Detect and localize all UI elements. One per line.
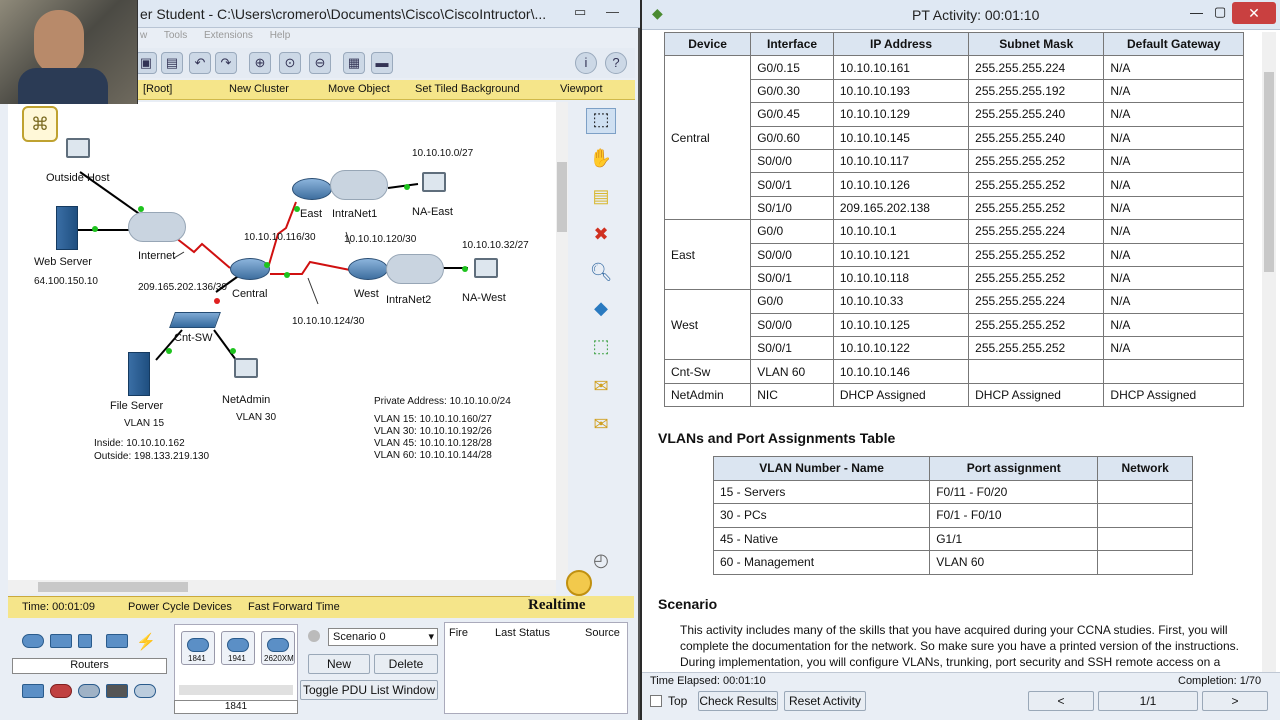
- table-cell: S0/0/1: [751, 173, 834, 196]
- device-category-row: [20, 632, 170, 652]
- model-1941[interactable]: 1941: [221, 631, 255, 665]
- custom-device-icon[interactable]: ▬: [371, 52, 393, 74]
- vlan15-note: VLAN 15: 10.10.10.160/27: [374, 414, 492, 425]
- table-cell: N/A: [1104, 290, 1244, 313]
- link-down-icon: [214, 298, 220, 304]
- device-cell: NetAdmin: [665, 383, 751, 406]
- intranet2-label: IntraNet2: [386, 294, 432, 306]
- activity-title: PT Activity: 00:01:10: [912, 7, 1040, 23]
- web-server-label: Web Server: [34, 256, 92, 268]
- table-cell: G1/1: [930, 527, 1098, 551]
- undo-icon[interactable]: ↶: [189, 52, 211, 74]
- table-cell: [969, 360, 1104, 383]
- na-west-pc-icon[interactable]: [474, 258, 498, 278]
- presenter-body: [18, 68, 108, 104]
- table-row: [665, 173, 1244, 196]
- resize-shape-tool-icon[interactable]: ⬚: [592, 336, 610, 356]
- table-cell: N/A: [1104, 220, 1244, 243]
- close-button[interactable]: [1232, 2, 1276, 24]
- table-cell: 15 - Servers: [714, 480, 930, 504]
- redo-icon[interactable]: ↷: [215, 52, 237, 74]
- table-cell: VLAN 60: [930, 551, 1098, 575]
- table-cell: N/A: [1104, 173, 1244, 196]
- zoom-out-icon[interactable]: ⊖: [309, 52, 331, 74]
- link-status-icon: [166, 348, 172, 354]
- table-cell: 255.255.255.224: [969, 290, 1104, 313]
- nat-outside-label: Outside: 198.133.219.130: [94, 451, 210, 462]
- device-panel: [8, 620, 634, 716]
- link-status-icon: [462, 266, 468, 272]
- table-cell: S0/1/0: [751, 196, 834, 219]
- scenario-select[interactable]: [328, 628, 438, 646]
- device-cell: Central: [665, 56, 751, 220]
- addressing-column-header: IP Address: [833, 33, 968, 56]
- intranet1-label: IntraNet1: [332, 208, 378, 220]
- west-router-icon[interactable]: [348, 258, 388, 280]
- table-cell: 255.255.255.192: [969, 79, 1104, 102]
- na-east-pc-icon[interactable]: [422, 172, 446, 192]
- table-cell: 255.255.255.252: [969, 313, 1104, 336]
- scenario-indicator-icon: [308, 630, 320, 642]
- top-label: Top: [668, 694, 688, 708]
- note-tool-icon[interactable]: ▤: [592, 186, 610, 206]
- table-cell: 255.255.255.252: [969, 337, 1104, 360]
- table-cell: F0/11 - F0/20: [930, 480, 1098, 504]
- internet-label: Internet: [138, 250, 176, 262]
- table-row: [665, 103, 1244, 126]
- table-cell: DHCP Assigned: [833, 383, 968, 406]
- table-cell: 10.10.10.125: [833, 313, 968, 336]
- addressing-column-header: Subnet Mask: [969, 33, 1104, 56]
- save-icon[interactable]: ▣: [135, 52, 157, 74]
- table-cell: G0/0.15: [751, 56, 834, 79]
- table-cell: N/A: [1104, 126, 1244, 149]
- table-cell: G0/0: [751, 290, 834, 313]
- vlan-column-header: VLAN Number - Name: [714, 457, 930, 481]
- window-title: er Student - C:\Users\cromero\Documents\Cisco\CiscoIntructor\...: [140, 6, 547, 22]
- activity-title-bar: [642, 0, 1280, 30]
- minimize-icon[interactable]: —: [1190, 5, 1203, 20]
- last-status-column-header: Last Status: [495, 627, 551, 639]
- west-label: West: [354, 288, 379, 300]
- table-row: [665, 79, 1244, 102]
- table-cell: 255.255.255.252: [969, 243, 1104, 266]
- security-category-icon[interactable]: [50, 684, 72, 698]
- source-column-header: Source: [585, 627, 620, 639]
- horizontal-scrollbar[interactable]: [8, 580, 556, 594]
- table-row: [665, 337, 1244, 360]
- instructions-panel: [650, 32, 1262, 672]
- table-cell: [1098, 527, 1193, 551]
- table-cell: 10.10.10.161: [833, 56, 968, 79]
- table-row: [714, 480, 1193, 504]
- web-server-ip: 64.100.150.10: [34, 276, 98, 287]
- print-icon[interactable]: ▤: [161, 52, 183, 74]
- toggle-pdu-list-button[interactable]: Toggle PDU List Window: [300, 680, 438, 700]
- netadmin-vlan: VLAN 30: [236, 412, 277, 423]
- time-elapsed: Time Elapsed: 00:01:10: [650, 675, 766, 687]
- pdu-list: [444, 622, 628, 714]
- menu-view[interactable]: w: [140, 30, 148, 41]
- table-cell: 255.255.255.252: [969, 196, 1104, 219]
- na-east-label: NA-East: [412, 206, 453, 218]
- draw-shape-tool-icon[interactable]: ◆: [594, 298, 608, 318]
- simulation-clock-icon[interactable]: ◴: [593, 550, 609, 570]
- vertical-scrollbar[interactable]: [556, 102, 568, 580]
- wan-emulation-category-icon[interactable]: [78, 684, 100, 698]
- addressing-table: [664, 32, 1244, 407]
- complex-pdu-icon[interactable]: ✉: [593, 414, 609, 434]
- delete-tool-icon[interactable]: ✖: [593, 224, 609, 244]
- table-row: [665, 313, 1244, 336]
- table-cell: N/A: [1104, 79, 1244, 102]
- menu-tools[interactable]: Tools: [163, 30, 188, 41]
- table-cell: [1098, 480, 1193, 504]
- scenario-text: This activity includes many of the skills that you have acquired during your CCNA studies. First, you will complete the documentation for the network. So make sure you have a printed version of the instructions. During implementation, you will configure VLANs, trunking, port security and SSH remote access on a: [680, 623, 1239, 669]
- file-server-vlan: VLAN 15: [124, 418, 165, 429]
- table-cell: G0/0: [751, 220, 834, 243]
- move-object-button[interactable]: Move Object: [328, 83, 390, 95]
- new-scenario-button[interactable]: New: [308, 654, 370, 674]
- table-cell: 255.255.255.252: [969, 173, 1104, 196]
- fire-column-header: Fire: [449, 627, 468, 639]
- link-status-icon: [294, 206, 300, 212]
- select-tool-icon[interactable]: ⬚: [586, 108, 616, 134]
- switches-category-icon[interactable]: [50, 634, 72, 648]
- na-east-network: 10.10.10.0/27: [412, 148, 474, 159]
- vlan-table-header: [714, 457, 1193, 481]
- table-cell: DHCP Assigned: [969, 383, 1104, 406]
- table-cell: S0/0/1: [751, 266, 834, 289]
- activity-footer: [642, 672, 1280, 720]
- table-row: [665, 290, 1244, 313]
- vlan30-note: VLAN 30: 10.10.10.192/26: [374, 426, 492, 437]
- na-west-network: 10.10.10.32/27: [462, 240, 529, 251]
- cnt-sw-label: Cnt-SW: [174, 332, 213, 344]
- table-cell: 10.10.10.118: [833, 266, 968, 289]
- web-server-icon[interactable]: [56, 206, 78, 250]
- table-cell: 10.10.10.1: [833, 220, 968, 243]
- root-button[interactable]: [Root]: [143, 83, 173, 95]
- reset-activity-button[interactable]: Reset Activity: [784, 691, 866, 711]
- table-cell: S0/0/0: [751, 149, 834, 172]
- minimize-icon[interactable]: ▭: [574, 4, 587, 19]
- table-cell: [1104, 360, 1244, 383]
- table-cell: 10.10.10.145: [833, 126, 968, 149]
- webcam-overlay: [0, 0, 138, 104]
- menu-extensions[interactable]: Extensions: [203, 30, 253, 41]
- hand-tool-icon[interactable]: ✋: [589, 148, 613, 168]
- table-cell: G0/0.45: [751, 103, 834, 126]
- realtime-clock-icon[interactable]: [566, 570, 592, 596]
- model-scrollbar[interactable]: [179, 685, 293, 695]
- time-display: Time: 00:01:09: [22, 601, 95, 613]
- scenario-value: Scenario 0: [333, 631, 386, 643]
- cluster-icon[interactable]: ⌘: [22, 106, 58, 142]
- close-icon: ✕: [1248, 5, 1260, 21]
- table-cell: N/A: [1104, 149, 1244, 172]
- addressing-column-header: Device: [665, 33, 751, 56]
- top-checkbox[interactable]: [650, 695, 662, 707]
- table-cell: 60 - Management: [714, 551, 930, 575]
- intranet1-cloud-icon[interactable]: [330, 170, 388, 200]
- table-cell: G0/0.30: [751, 79, 834, 102]
- table-cell: N/A: [1104, 313, 1244, 336]
- previous-page-button[interactable]: <: [1028, 691, 1094, 711]
- table-cell: 255.255.255.252: [969, 149, 1104, 172]
- table-row: [665, 126, 1244, 149]
- table-row: [665, 360, 1244, 383]
- selected-model-label: 1841: [174, 700, 298, 714]
- link-west-label: 10.10.10.124/30: [292, 316, 365, 327]
- viewport-button[interactable]: Viewport: [560, 83, 603, 95]
- table-cell: 10.10.10.126: [833, 173, 968, 196]
- table-cell: 10.10.10.193: [833, 79, 968, 102]
- table-row: [665, 220, 1244, 243]
- link-status-icon: [284, 272, 290, 278]
- device-cell: East: [665, 220, 751, 290]
- table-cell: VLAN 60: [751, 360, 834, 383]
- vlan-table: [713, 456, 1193, 575]
- link-status-icon: [264, 262, 270, 268]
- table-row: [665, 383, 1244, 406]
- connections-category-icon[interactable]: ⚡: [136, 634, 156, 651]
- device-cell: West: [665, 290, 751, 360]
- zoom-reset-icon[interactable]: ⊙: [279, 52, 301, 74]
- table-cell: N/A: [1104, 103, 1244, 126]
- restore-icon[interactable]: —: [606, 4, 619, 19]
- table-row: [714, 527, 1193, 551]
- table-cell: 45 - Native: [714, 527, 930, 551]
- menu-help[interactable]: Help: [269, 30, 291, 41]
- packet-tracer-logo-icon: ◆: [652, 5, 663, 21]
- link-status-icon: [230, 348, 236, 354]
- na-west-label: NA-West: [462, 292, 506, 304]
- link-east-west-label: 10.10.10.120/30: [344, 234, 417, 245]
- completion: Completion: 1/70: [1178, 675, 1262, 687]
- model-1841[interactable]: 1841: [181, 631, 215, 665]
- table-cell: N/A: [1104, 337, 1244, 360]
- device-cell: Cnt-Sw: [665, 360, 751, 383]
- link-east-label: 10.10.10.116/30: [244, 232, 316, 243]
- table-cell: S0/0/1: [751, 337, 834, 360]
- workspace-bar: [135, 80, 635, 100]
- model-list: [174, 624, 298, 704]
- table-row: [665, 149, 1244, 172]
- table-cell: G0/0.60: [751, 126, 834, 149]
- internet-link-label: 209.165.202.136/30: [138, 282, 227, 293]
- intranet2-cloud-icon[interactable]: [386, 254, 444, 284]
- menu-bar: [140, 30, 304, 46]
- link-status-icon: [138, 206, 144, 212]
- table-row: [665, 56, 1244, 79]
- table-cell: S0/0/0: [751, 313, 834, 336]
- private-address-label: Private Address: 10.10.10.0/24: [374, 396, 511, 407]
- table-row: [665, 266, 1244, 289]
- model-2620xm[interactable]: 2620XM: [261, 631, 295, 665]
- check-results-button[interactable]: Check Results: [698, 691, 778, 711]
- table-cell: N/A: [1104, 243, 1244, 266]
- table-row: [665, 243, 1244, 266]
- chevron-down-icon: ▾: [428, 631, 434, 643]
- device-category-row-2: [20, 682, 170, 702]
- table-cell: 255.255.255.252: [969, 266, 1104, 289]
- hubs-category-icon[interactable]: [78, 634, 92, 648]
- addressing-column-header: Interface: [751, 33, 834, 56]
- next-page-button[interactable]: >: [1202, 691, 1268, 711]
- multiuser-category-icon[interactable]: [134, 684, 156, 698]
- central-router-icon[interactable]: [230, 258, 270, 280]
- table-cell: 10.10.10.129: [833, 103, 968, 126]
- netadmin-label: NetAdmin: [222, 394, 271, 406]
- table-cell: DHCP Assigned: [1104, 383, 1244, 406]
- outside-host-label: Outside Host: [46, 172, 110, 184]
- category-label: Routers: [12, 658, 167, 674]
- table-cell: 209.165.202.138: [833, 196, 968, 219]
- east-router-icon[interactable]: [292, 178, 332, 200]
- page-indicator: 1/1: [1098, 691, 1198, 711]
- table-row: [714, 551, 1193, 575]
- table-cell: S0/0/0: [751, 243, 834, 266]
- file-server-icon[interactable]: [128, 352, 150, 396]
- wireless-category-icon[interactable]: [106, 634, 128, 648]
- link-status-icon: [92, 226, 98, 232]
- table-cell: 255.255.255.224: [969, 56, 1104, 79]
- table-cell: N/A: [1104, 196, 1244, 219]
- common-tools-bar: [568, 102, 634, 572]
- table-cell: 10.10.10.33: [833, 290, 968, 313]
- info-icon[interactable]: i: [575, 52, 597, 74]
- table-cell: 255.255.255.224: [969, 220, 1104, 243]
- central-label: Central: [232, 288, 268, 300]
- table-cell: 10.10.10.121: [833, 243, 968, 266]
- set-tiled-background-button[interactable]: Set Tiled Background: [415, 83, 520, 95]
- vlan-column-header: Port assignment: [930, 457, 1098, 481]
- simple-pdu-icon[interactable]: ✉: [593, 376, 609, 396]
- end-devices-category-icon[interactable]: [22, 684, 44, 698]
- instructions-scrollbar[interactable]: [1262, 32, 1276, 672]
- table-cell: N/A: [1104, 266, 1244, 289]
- toolbar: [135, 48, 635, 78]
- vlan-column-header: Network: [1098, 457, 1193, 481]
- table-cell: 10.10.10.122: [833, 337, 968, 360]
- scenario-title: Scenario: [658, 596, 718, 612]
- routers-category-icon[interactable]: [22, 634, 44, 648]
- fast-forward-button[interactable]: Fast Forward Time: [248, 601, 340, 613]
- vlan-table-title: VLANs and Port Assignments Table: [658, 430, 896, 446]
- vlan60-note: VLAN 60: 10.10.10.144/28: [374, 450, 492, 461]
- help-icon[interactable]: ?: [605, 52, 627, 74]
- table-cell: NIC: [751, 383, 834, 406]
- table-cell: N/A: [1104, 56, 1244, 79]
- zoom-in-icon[interactable]: ⊕: [249, 52, 271, 74]
- outside-host-pc-icon[interactable]: [66, 138, 90, 158]
- maximize-icon[interactable]: ▢: [1214, 4, 1227, 19]
- realtime-label: Realtime: [528, 597, 586, 613]
- table-cell: 255.255.255.240: [969, 103, 1104, 126]
- file-server-label: File Server: [110, 400, 164, 412]
- cnt-sw-switch-icon[interactable]: [169, 312, 221, 328]
- link-status-icon: [404, 184, 410, 190]
- table-cell: 30 - PCs: [714, 504, 930, 528]
- presenter-face: [34, 10, 84, 74]
- inspect-tool-icon[interactable]: 🔍︎: [589, 262, 613, 282]
- east-label: East: [300, 208, 323, 220]
- table-cell: F0/1 - F0/10: [930, 504, 1098, 528]
- pt-activity-window: [642, 0, 1280, 720]
- table-cell: 10.10.10.146: [833, 360, 968, 383]
- realtime-tab[interactable]: [530, 596, 634, 618]
- delete-scenario-button[interactable]: Delete: [374, 654, 438, 674]
- custom-category-icon[interactable]: [106, 684, 128, 698]
- table-cell: [1098, 551, 1193, 575]
- nat-inside-label: Inside: 10.10.10.162: [94, 438, 185, 449]
- addressing-column-header: Default Gateway: [1104, 33, 1244, 56]
- table-row: [665, 196, 1244, 219]
- logical-workspace[interactable]: [8, 102, 556, 580]
- table-cell: 10.10.10.117: [833, 149, 968, 172]
- table-row: [714, 504, 1193, 528]
- vlan45-note: VLAN 45: 10.10.10.128/28: [374, 438, 492, 449]
- addressing-table-header: [665, 33, 1244, 56]
- new-cluster-button[interactable]: New Cluster: [229, 83, 289, 95]
- table-cell: 255.255.255.240: [969, 126, 1104, 149]
- power-cycle-button[interactable]: Power Cycle Devices: [128, 601, 232, 613]
- palette-icon[interactable]: ▦: [343, 52, 365, 74]
- netadmin-pc-icon[interactable]: [234, 358, 258, 378]
- internet-cloud-icon[interactable]: [128, 212, 186, 242]
- table-cell: [1098, 504, 1193, 528]
